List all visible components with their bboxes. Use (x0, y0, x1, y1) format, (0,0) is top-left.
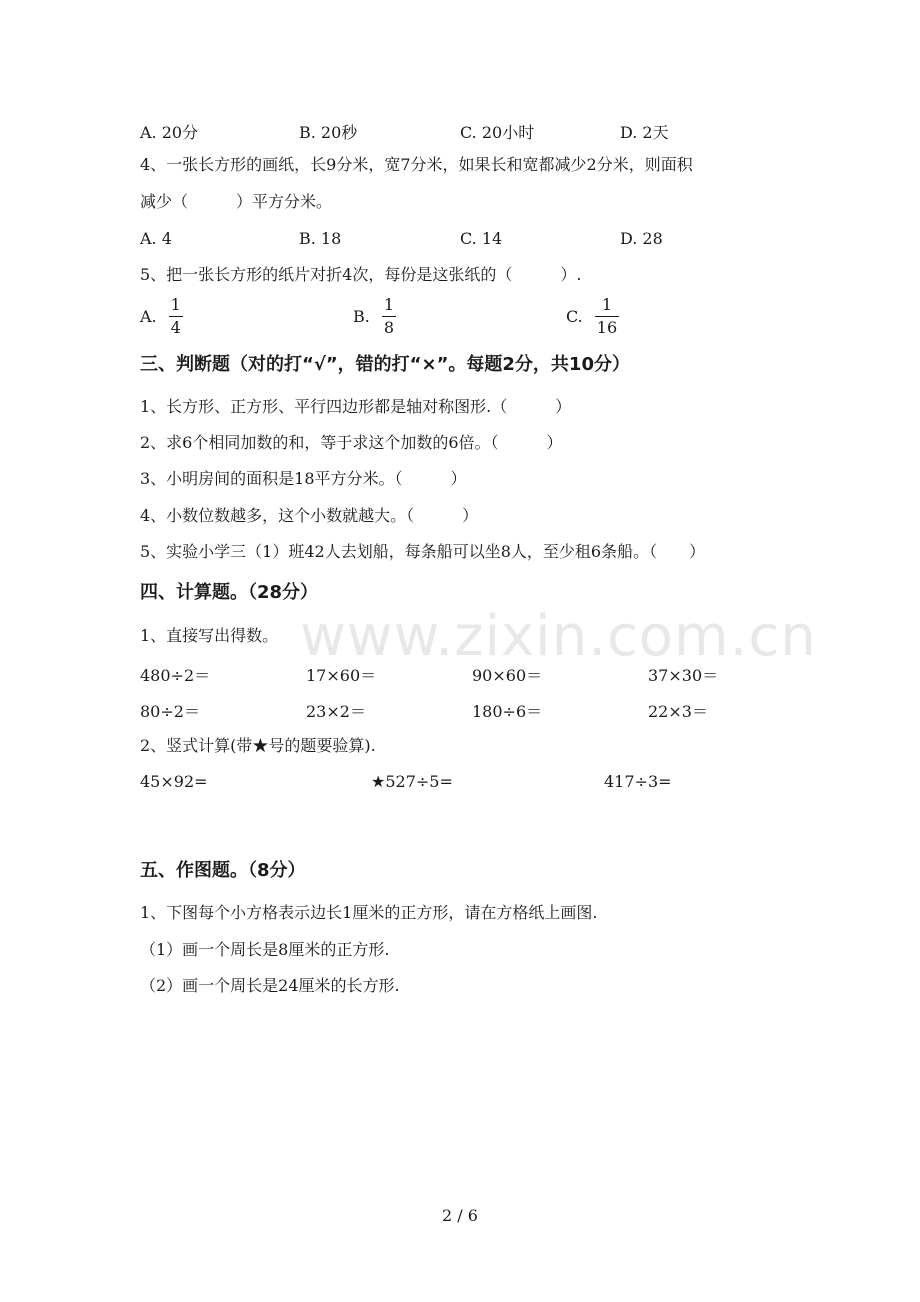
section5-item-1: 1、下图每个小方格表示边长1厘米的正方形，请在方格纸上画图. (140, 903, 598, 922)
q5-option-a-label: A. (140, 307, 157, 326)
fraction-bar (169, 316, 183, 317)
fraction-numerator: 1 (383, 295, 395, 314)
fraction-numerator: 1 (601, 295, 613, 314)
q3-option-d: D. 2天 (620, 123, 669, 142)
q3-option-a: A. 20分 (140, 123, 199, 142)
q3-option-b: B. 20秒 (299, 123, 358, 142)
fraction-denominator: 8 (383, 318, 395, 337)
section5-item-2: （1）画一个周长是8厘米的正方形. (140, 940, 390, 959)
q5-option-b (353, 296, 396, 337)
q4-option-c: C. 14 (460, 229, 503, 248)
section5-title: 五、作图题。（8分） (140, 860, 306, 881)
section4-sub2: 2、竖式计算(带★号的题要验算). (140, 736, 376, 755)
section3-item-4: 4、小数位数越多，这个小数就越大。（ ） (140, 506, 479, 525)
fraction (382, 296, 396, 337)
calc-item: 17×60＝ (306, 666, 377, 685)
q5-text: 5、把一张长方形的纸片对折4次，每份是这张纸的（ ）. (140, 265, 582, 284)
q4-option-a: A. 4 (140, 229, 172, 248)
section3-item-2: 2、求6个相同加数的和，等于求这个加数的6倍。（ ） (140, 433, 563, 452)
section4-title: 四、计算题。（28分） (140, 582, 319, 603)
q5-option-b-label: B. (353, 307, 370, 326)
calc-item: 22×3＝ (648, 702, 708, 721)
calc-item: 23×2＝ (306, 702, 366, 721)
fraction-denominator: 16 (596, 318, 618, 337)
q4-line2: 减少（ ）平方分米。 (140, 192, 333, 211)
q3-option-c: C. 20小时 (460, 123, 535, 142)
section3-item-5: 5、实验小学三（1）班42人去划船，每条船可以坐8人，至少租6条船。（ ） (140, 542, 706, 561)
section4-sub1: 1、直接写出得数。 (140, 626, 279, 645)
calc-item: 80÷2＝ (140, 702, 200, 721)
section3-item-1: 1、长方形、正方形、平行四边形都是轴对称图形.（ ） (140, 397, 572, 416)
q4-option-d: D. 28 (620, 229, 663, 248)
vertical-calc-item: 417÷3= (604, 772, 672, 791)
watermark: www.zixin.com.cn (300, 604, 817, 669)
vertical-calc-item: ★527÷5= (371, 772, 453, 791)
fraction-numerator: 1 (170, 295, 181, 314)
calc-item: 37×30＝ (648, 666, 719, 685)
fraction (595, 296, 619, 337)
q5-option-a (140, 296, 183, 337)
fraction-bar (382, 316, 396, 317)
section3-item-3: 3、小明房间的面积是18平方分米。（ ） (140, 469, 467, 488)
vertical-calc-item: 45×92= (140, 772, 208, 791)
fraction (169, 296, 183, 337)
q5-option-c (566, 296, 619, 337)
calc-item: 180÷6＝ (472, 702, 543, 721)
section3-title: 三、判断题（对的打“√”，错的打“×”。每题2分，共10分） (140, 354, 630, 375)
page-number: 2 / 6 (442, 1206, 478, 1225)
fraction-bar (595, 316, 619, 317)
calc-item: 90×60＝ (472, 666, 543, 685)
q4-option-b: B. 18 (299, 229, 342, 248)
calc-item: 480÷2＝ (140, 666, 211, 685)
fraction-denominator: 4 (170, 318, 181, 337)
q4-line1: 4、一张长方形的画纸，长9分米，宽7分米，如果长和宽都减少2分米，则面积 (140, 155, 693, 174)
section5-item-3: （2）画一个周长是24厘米的长方形. (140, 976, 400, 995)
q5-option-c-label: C. (566, 307, 583, 326)
